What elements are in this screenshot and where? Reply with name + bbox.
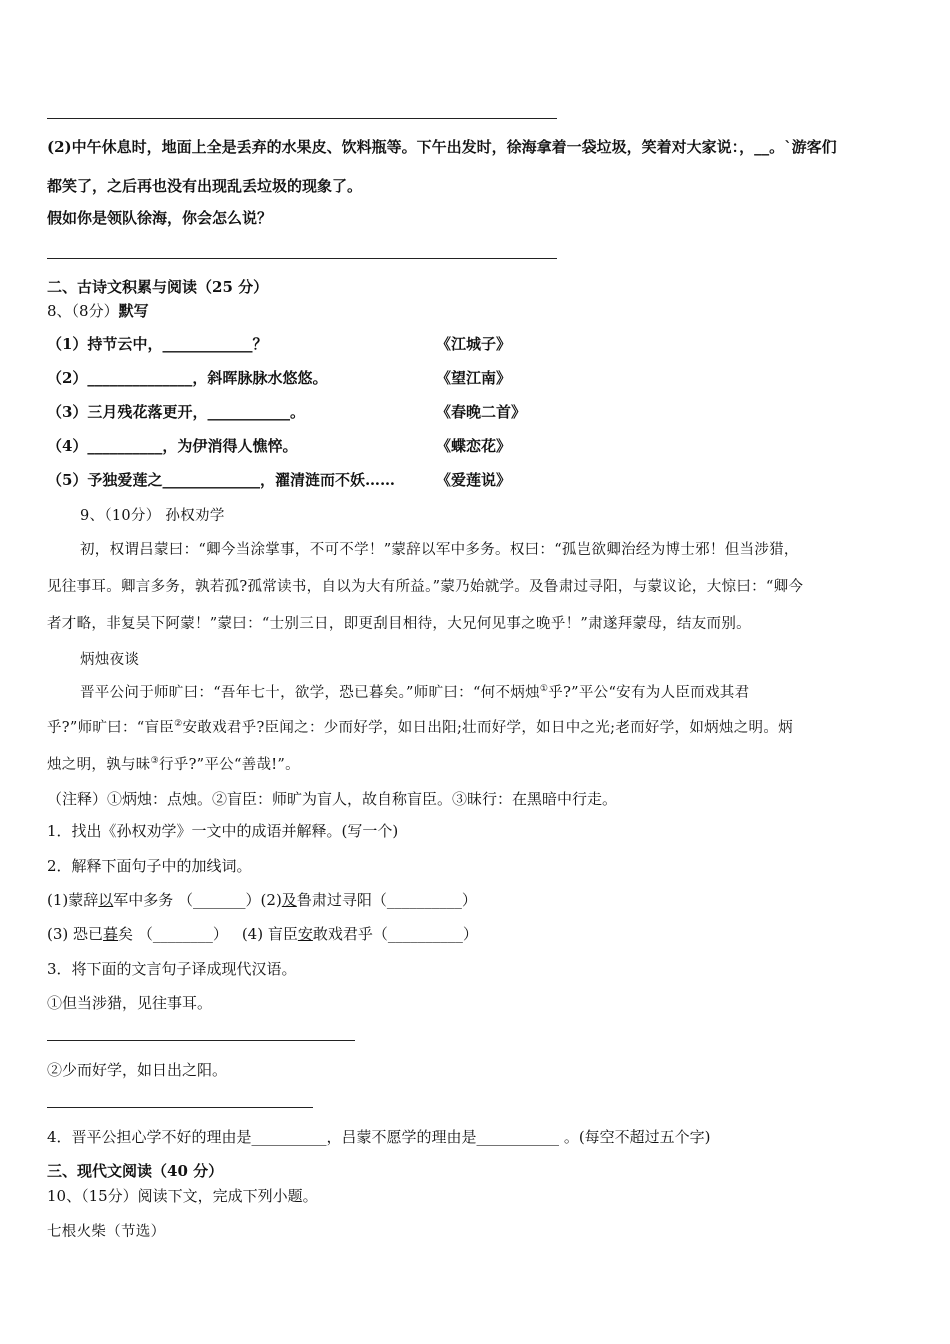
q9-header: 9、（10分） 孙权劝学	[80, 508, 225, 524]
footnote-3: ③	[150, 756, 159, 767]
q8-score: （8分）	[71, 302, 119, 320]
sub2-row1: (1)蒙辞以军中多务 （_______）(2)及鲁肃过寻阳（__________）	[47, 891, 477, 909]
q8-number: 8、	[47, 302, 72, 320]
sub3-sentence-2: ②少而好学，如日出之阳。	[47, 1061, 228, 1079]
passage1-line1: 初，权谓吕蒙曰：“卿今当涂掌事，不可不学！”蒙辞以军中多务。权曰：“孤岂欲卿治经为博士邪！但当涉猎，	[80, 542, 799, 558]
q8-source-4: 《蝶恋花》	[436, 437, 512, 455]
answer-line-sub3-2	[47, 1107, 313, 1108]
q8-item-5: （5）予独爱莲之_____________，濯清涟而不妖……	[47, 471, 395, 489]
q8-header	[47, 300, 149, 321]
passage2-line3: 烛之明，孰与昧③行乎?”平公“善哉!”。	[47, 756, 300, 773]
passage1-line2: 见往事耳。卿言多务，孰若孤?孤常读书，自以为大有所益。”蒙乃始就学。及鲁肃过寻阳，与蒙议论，大惊曰：“卿今	[47, 579, 804, 595]
q8-title: 默写	[118, 302, 149, 320]
passage2-title: 炳烛夜谈	[80, 652, 140, 668]
q2-line1: (2)中午休息时，地面上全是丢弃的水果皮、饮料瓶等。下午出发时，徐海拿着一袋垃圾，笑着对大家说：，__。`游客们	[47, 138, 837, 156]
q8-source-3: 《春晚二首》	[436, 403, 527, 421]
sub-question-2: 2．解释下面句子中的加线词。	[47, 857, 252, 875]
footnote-2: ②	[174, 719, 183, 730]
underlined-word-3: 暮	[103, 925, 119, 943]
underlined-word-4: 安	[297, 925, 313, 943]
passage-title-qigen: 七根火柴（节选）	[47, 1224, 166, 1240]
sub-question-3: 3．将下面的文言句子译成现代汉语。	[47, 960, 297, 978]
q10-header: 10、（15分）阅读下文，完成下列小题。	[47, 1187, 318, 1205]
section3-heading: 三、现代文阅读（40 分）	[47, 1162, 224, 1180]
q8-source-5: 《爱莲说》	[436, 471, 512, 489]
sub3-sentence-1: ①但当涉猎，见往事耳。	[47, 994, 213, 1012]
q8-item-3: （3）三月残花落更开，___________。	[47, 403, 305, 421]
q8-source-1: 《江城子》	[436, 335, 512, 353]
underlined-word-1: 以	[98, 891, 114, 909]
answer-line-sub3-1	[47, 1040, 355, 1041]
sub-question-4: 4．晋平公担心学不好的理由是__________，吕蒙不愿学的理由是___________ 。(每空不超过五个字)	[47, 1128, 711, 1146]
q2-line2: 都笑了，之后再也没有出现乱丢垃圾的现象了。	[47, 177, 363, 195]
sub2-row2: (3) 恐已暮矣 （________） (4) 盲臣安敢戏君乎（__________）	[47, 925, 478, 943]
q2-prompt: 假如你是领队徐海，你会怎么说？	[47, 209, 273, 227]
annotation-note: （注释）①炳烛：点烛。②盲臣：师旷为盲人，故自称盲臣。③昧行：在黑暗中行走。	[47, 790, 618, 808]
underlined-word-2: 及	[281, 891, 297, 909]
answer-line-top	[47, 118, 557, 119]
passage2-line2: 乎?”师旷曰：“盲臣②安敢戏君乎?臣闻之：少而好学，如日出阳;壮而好学，如日中之光;老而好学，如炳烛之明。炳	[47, 719, 793, 736]
section2-heading: 二、古诗文积累与阅读（25 分）	[47, 278, 269, 296]
sub-question-1: 1．找出《孙权劝学》一文中的成语并解释。(写一个)	[47, 822, 399, 840]
q8-item-1: （1）持节云中，____________？	[47, 335, 268, 353]
answer-line-q2	[47, 258, 557, 259]
q8-item-4: （4）__________，为伊消得人憔悴。	[47, 437, 298, 455]
q8-source-2: 《望江南》	[436, 369, 512, 387]
passage1-line3: 者才略，非复吴下阿蒙！”蒙曰：“士别三日，即更刮目相待，大兄何见事之晚乎！”肃遂拜蒙母，结友而别。	[47, 616, 751, 632]
q8-item-2: （2）______________，斜晖脉脉水悠悠。	[47, 369, 328, 387]
passage2-line1: 晋平公问于师旷曰：“吾年七十，欲学，恐已暮矣。”师旷曰：“何不炳烛①乎?”平公“安有为人臣而戏其君	[80, 684, 750, 701]
footnote-1: ①	[539, 684, 549, 695]
